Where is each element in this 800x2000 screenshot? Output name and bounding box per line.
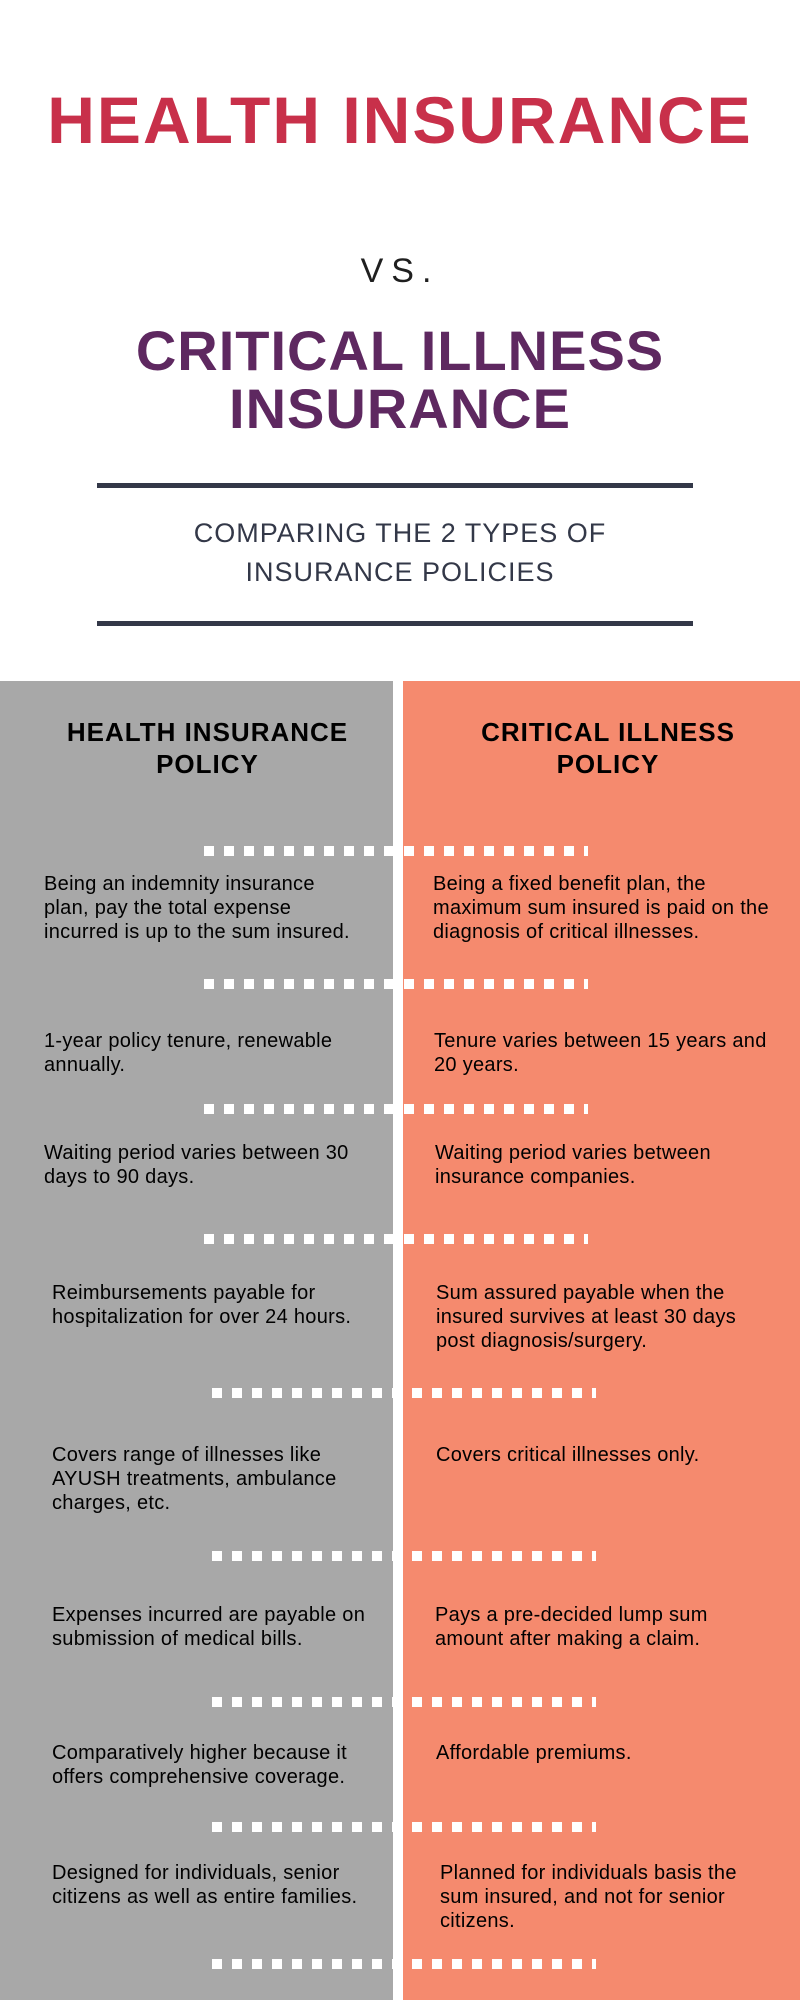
dotted-separator [212,1551,596,1561]
critical-illness-point: Being a fixed benefit plan, the maximum sum insured is paid on the diagnosis of critical illnesses. [433,873,769,943]
health-insurance-point: Covers range of illnesses like AYUSH treatments, ambulance charges, etc. [52,1444,337,1514]
health-insurance-point: Comparatively higher because it offers comprehensive coverage. [52,1742,348,1788]
critical-illness-point: Affordable premiums. [436,1742,632,1764]
dotted-separator [204,1234,588,1244]
dotted-separator [204,1104,588,1114]
left-column-header: HEALTH INSURANCE POLICY [66,717,349,779]
health-insurance-point: Being an indemnity insurance plan, pay the total expense incurred is up to the sum insured. [44,873,350,943]
critical-illness-point: Tenure varies between 15 years and 20 years. [434,1030,767,1076]
header [0,0,800,681]
dotted-separator [212,1959,596,1969]
dotted-separator [204,979,588,989]
health-insurance-point: 1-year policy tenure, renewable annually. [44,1030,333,1076]
critical-illness-point: Sum assured payable when the insured survives at least 30 days post diagnosis/surgery. [436,1282,737,1352]
critical-illness-point: Planned for individuals basis the sum insured, and not for senior citizens. [440,1862,737,1932]
health-insurance-point: Waiting period varies between 30 days to 90 days. [44,1142,349,1188]
top-divider [97,483,693,488]
title-secondary-text: CRITICAL ILLNESS INSURANCE [135,319,665,440]
dotted-separator [212,1822,596,1832]
critical-illness-point: Covers critical illnesses only. [436,1444,700,1466]
dotted-separator [204,846,588,856]
critical-illness-point: Pays a pre-decided lump sum amount after making a claim. [435,1604,708,1650]
title-primary-text: HEALTH INSURANCE [47,83,753,157]
critical-illness-point: Waiting period varies between insurance companies. [435,1142,711,1188]
health-insurance-point: Designed for individuals, senior citizens as well as entire families. [52,1862,358,1908]
title-critical-illness-insurance [0,319,800,440]
bottom-divider [97,621,693,626]
title-health-insurance [0,83,800,157]
versus-label: VS. [360,252,440,290]
dotted-separator [212,1697,596,1707]
right-column-header: CRITICAL ILLNESS POLICY [481,717,735,779]
health-insurance-point: Reimbursements payable for hospitalization for over 24 hours. [52,1282,352,1328]
health-insurance-point: Expenses incurred are payable on submission of medical bills. [52,1604,366,1650]
subtitle: COMPARING THE 2 TYPES OF INSURANCE POLICIES [193,518,607,587]
dotted-separator [212,1388,596,1398]
